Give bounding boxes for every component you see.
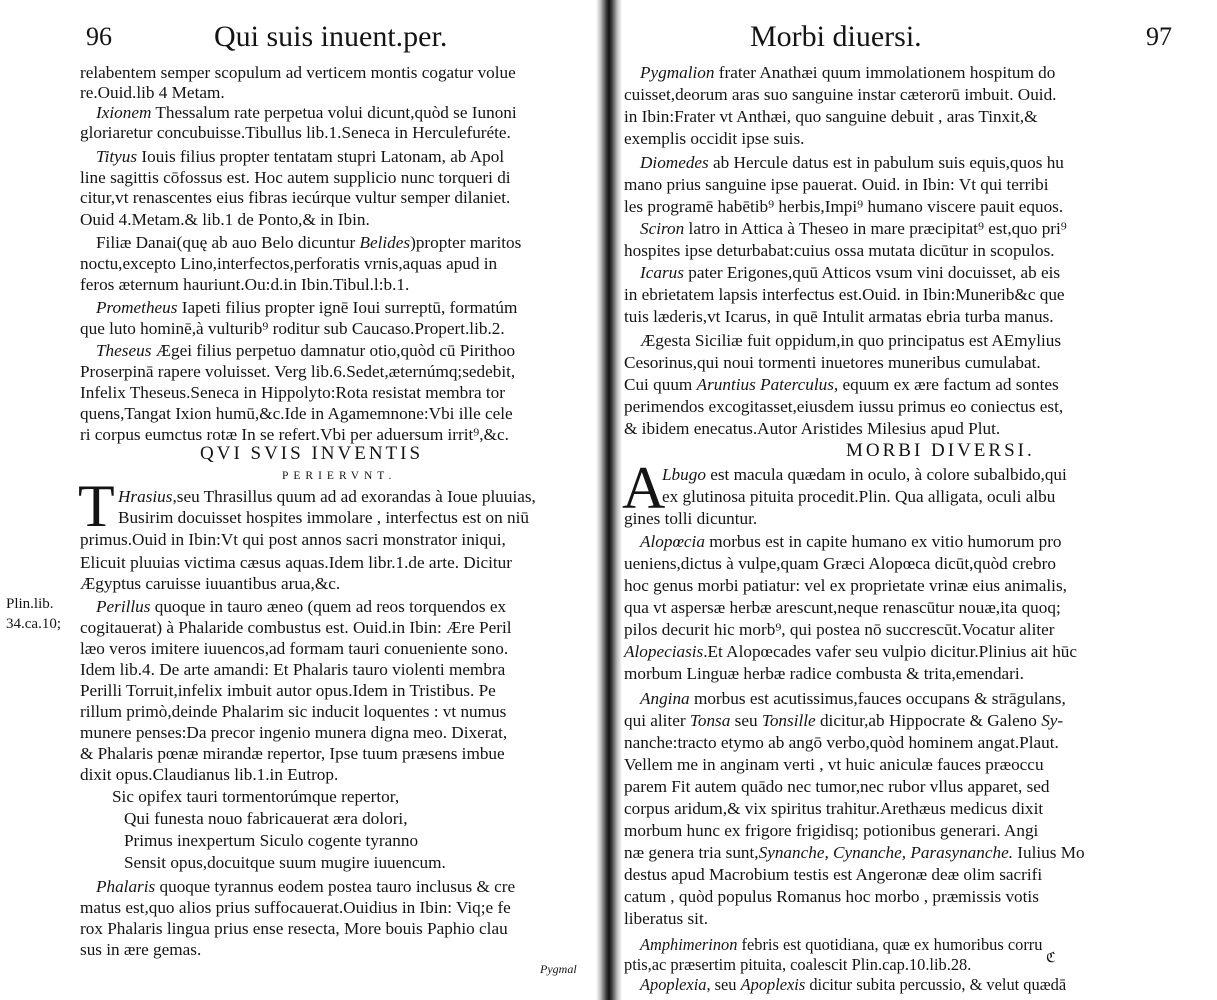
entry-term: Theseus [96, 341, 152, 360]
text-line: læo veros imitere iuuencos,ad formam tauri conueniente sono. [80, 639, 509, 658]
entry-term: Perillus [96, 597, 151, 616]
text-line: in Ibin:Frater vt Anthæi, quo sanguine debuit , aras Tinxit,& [624, 107, 1038, 126]
text-line: relabentem semper scopulum ad verticem montis cogatur volue [80, 63, 516, 82]
entry-text: Cui quum [624, 375, 697, 394]
text-line [96, 297, 517, 319]
text-line: primus.Ouid in Ibin:Vt qui post annos sacri monstrator iniqui, [80, 530, 506, 549]
text-line [96, 146, 504, 168]
entry-text: est macula quædam in oculo, à colore subalbido,qui [705, 465, 1067, 484]
entry-term: Amphimerinon [640, 935, 738, 954]
entry-term: Sy- [1041, 711, 1064, 730]
text-line: Perilli Torruit,infelix imbuit autor opus.Idem in Tristibus. Pe [80, 681, 496, 700]
text-line: Ægyptus caruisse iuuantibus arua,&c. [80, 574, 341, 593]
text-line: Ouid 4.Metam.& lib.1 de Ponto,& in Ibin. [80, 210, 370, 229]
entry-term: Tonsille [761, 711, 816, 730]
entry-text: quoque tyrannus eodem postea tauro inclusus & cre [155, 877, 516, 896]
text-line: Elicuit pluuias victima cæsus aquas.Idem libr.1.de arte. Dicitur [80, 553, 512, 572]
text-line: les programē habētib⁹ herbis,Impi⁹ humano viscere pauit equos. [624, 197, 1064, 216]
entry-term: Apoplexis [740, 975, 806, 994]
text-line: ptis,ac præsertim pituita, coalescit Plin.cap.10.lib.28. [624, 955, 972, 974]
entry-term: Belides [359, 233, 411, 252]
text-line: Proserpinā rapere voluisset. Verg lib.6.Sedet,æternúmq;sedebit, [80, 362, 516, 381]
text-line: que luto hominē,à vulturib⁹ roditur sub Caucaso.Propert.lib.2. [80, 319, 505, 338]
entry-term: Apoplexia [640, 975, 707, 994]
text-line: pilos decurit hic morb⁹, qui postea nō succrescūt.Vocatur aliter [624, 620, 1055, 639]
text-line: Infelix Theseus.Seneca in Hippolyto:Rota resistat membra tor [80, 383, 505, 402]
margin-note-line: 34.ca.10; [6, 616, 61, 632]
entry-term: Ixionem [96, 103, 152, 122]
right-page-lower [620, 0, 1217, 1000]
text-line: Cesorinus,qui noui tormenti inuetores muneribus cumulabat. [624, 353, 1041, 372]
text-line: Busirim docuisset hospites immolare , interfectus est on niū [118, 508, 530, 527]
text-line: ri corpus eumctus rotæ In se refert.Vbi per aduersum irrit⁹,&c. [80, 425, 509, 444]
book-gutter [596, 0, 622, 1000]
text-line: sus in ære gemas. [80, 940, 202, 959]
text-line: munere penses:Da precor ingenio munera digna meo. Dixerat, [80, 723, 508, 742]
margin-note-line: Plin.lib. [6, 596, 54, 612]
entry-term: Phalaris [96, 877, 156, 896]
page-number-right: 97 [1146, 22, 1172, 51]
entry-term: Pygmalion [640, 63, 715, 82]
text-line: dixit opus.Claudianus lib.1.in Eutrop. [80, 765, 339, 784]
entry-term: Aruntius Paterculus, [696, 375, 839, 394]
text-line: Ægesta Siciliæ fuit oppidum,in quo principatus est AEmylius [640, 331, 1062, 350]
entry-text: .Et Alopœcades vafer seu vulpio dicitur.Plinius ait hūc [703, 642, 1078, 661]
entry-term: Diomedes [640, 153, 709, 172]
running-head-right: Morbi diuersi. [750, 20, 922, 53]
verse-line: Primus inexpertum Siculo cogente tyranno [124, 831, 419, 850]
text-line: re.Ouid.lib 4 Metam. [80, 83, 225, 102]
entry-text: morbus est acutissimus,fauces occupans & strāgulans, [689, 689, 1066, 708]
drop-cap: A [622, 455, 666, 521]
entry-text: quoque in tauro æneo (quem ad reos torquendos ex [150, 597, 507, 616]
text-line: liberatus sit. [624, 909, 709, 928]
section-heading: QVI SVIS INVENTIS [200, 443, 424, 464]
text-line: morbum Linguæ herbæ radice combusta & trita,emendari. [624, 664, 1024, 683]
page-number-left: 96 [86, 22, 112, 51]
entry-text: dicitur,ab Hippocrate & Galeno [815, 711, 1042, 730]
entry-term: Hrasius [118, 487, 173, 506]
text-line: perimendos excogitasset,eiusdem iussu primus eo coniectus est, [624, 397, 1064, 416]
signature-mark: ℭ [1046, 951, 1056, 966]
entry-text: ,seu Thrasillus quum ad ad exorandas à Ioue pluuias, [172, 487, 536, 506]
text-line: & Phalaris pœnæ mirandæ repertor, Ipse tuum præsens imbue [80, 744, 505, 763]
text-line: qua vt aspersæ herbæ arescunt,neque renascūtur nouæ,ita quoq; [624, 598, 1061, 617]
text-line: catum , quòd populus Romanus hoc morbo , præmissis votis [624, 887, 1039, 906]
entry-term: Tityus [96, 147, 138, 166]
text-line: ex glutinosa pituita procedit.Plin. Qua alligata, oculi albu [662, 487, 1056, 506]
text-line: citur,vt renascentes eius fibras iecúrque vultur semper dilaniet. [80, 188, 511, 207]
entry-term: Angina [640, 689, 690, 708]
text-line: feros æternum hauriunt.Ou:d.in Ibin.Tibul.l:b.1. [80, 275, 410, 294]
entry-text: , seu [706, 975, 741, 994]
text-line: rox Phalaris lingua prius ense resecta, More bouis Paphio clau [80, 919, 508, 938]
entry-text: febris est quotidiana, quæ ex humoribus corru [737, 935, 1043, 954]
entry-text: morbus est in capite humano ex vitio humorum pro [704, 532, 1062, 551]
text-line: noctu,excepto Lino,interfectos,perforatis vrnis,aquas apud in [80, 254, 498, 273]
text-line [96, 232, 521, 254]
verse-line: Qui funesta nouo fabricauerat æra dolori, [124, 809, 408, 828]
entry-term: Alopeciasis [624, 642, 704, 661]
text-line: hospites ipse deturbabat:cuius ossa mutata dicūtur in scopulos. [624, 241, 1055, 260]
entry-text: frater Anathæi quum immolationem hospitum do [714, 63, 1056, 82]
entry-term: Tonsa [689, 711, 731, 730]
entry-text: seu [730, 711, 762, 730]
text-line: corpus aridum,& vix spiritus trahitur.Arethæus medicus dixit [624, 799, 1044, 818]
text-line: nanche:tracto etymo ab angō verbo,quòd hominem angat.Plaut. [624, 733, 1059, 752]
text-line: rillum primò,deinde Phalarim sic inducit loquentes : vt numus [80, 702, 507, 721]
entry-text: Ægei filius perpetuo damnatur otio,quòd cū Pirithoo [151, 341, 516, 360]
section-heading: MORBI DIVERSI. [846, 440, 1035, 461]
entry-term: Lbugo [662, 465, 706, 484]
text-line [640, 934, 1042, 956]
entry-text: )propter maritos [410, 233, 522, 252]
text-line: tuis læderis,vt Icarus, in quē Intulit armatas ebria turba manus. [624, 307, 1054, 326]
left-page [0, 0, 598, 1000]
entry-text: Iapeti filius propter ignē Ioui surreptū, formatúm [177, 298, 518, 317]
entry-text: næ genera tria sunt, [624, 843, 759, 862]
running-head-left: Qui suis inuent.per. [214, 20, 448, 53]
text-line [118, 486, 536, 508]
text-line: Idem lib.4. De arte amandi: Et Phalaris tauro violenti membra [80, 660, 506, 679]
text-line: Vellem me in anginam verti , vt huic aniculæ fauces præoccu [624, 755, 1044, 774]
entry-text: ab Hercule datus est in pabulum suis equis,quos hu [708, 153, 1064, 172]
entry-text: Iouis filius propter tentatam stupri Latonam, ab Apol [137, 147, 505, 166]
entry-text: Filiæ Danai(quę ab auo Belo dicuntur [96, 233, 360, 252]
drop-cap: T [78, 473, 115, 539]
entry-term: Sciron [640, 219, 685, 238]
entry-text: qui aliter [624, 711, 690, 730]
text-line: hoc genus morbi patiatur: vel ex proprietate vrinæ eius animalis, [624, 576, 1067, 595]
entry-text: dicitur subita percussio, & velut quædā [805, 975, 1067, 994]
entry-text: latro in Attica à Theseo in mare præcipitat⁹ est,quo pri⁹ [684, 219, 1067, 238]
text-line: matus est,quo alios prius suffocauerat.Ouidius in Ibin: Viq;e fe [80, 898, 511, 917]
text-line: line sagittis cōfossus est. Hoc autem supplicio nunc torqueri di [80, 168, 511, 187]
text-line: gloriaretur concubuisse.Tibullus lib.1.Seneca in Herculefuréte. [80, 123, 511, 142]
text-line [96, 876, 515, 898]
entry-text: pater Erigones,quū Atticos vsum vini docuisset, ab eis [683, 263, 1061, 282]
entry-term: Alopœcia [640, 532, 705, 551]
verse-line: Sic opifex tauri tormentorúmque repertor, [112, 787, 400, 806]
section-subheading: PERIERVNT. [282, 470, 397, 482]
verse-line: Sensit opus,docuitque suum mugire iuuencum. [124, 853, 446, 872]
catchword: Pygmal [540, 962, 577, 976]
text-line: gines tolli dicuntur. [624, 509, 758, 528]
text-line: mano prius sanguine ipse pauerat. Ouid. in Ibin: Vt qui terribi [624, 175, 1049, 194]
text-line: exemplis occidit ipse suis. [624, 129, 805, 148]
text-line: destus apud Macrobium testis est Angeronæ deæ olim sacrifi [624, 865, 1043, 884]
entry-text: Thessalum rate perpetua volui dicunt,quòd se Iunoni [151, 103, 517, 122]
text-line: in ebrietatem lapsis interfectus est.Ouid. in Ibin:Munerib&c que [624, 285, 1065, 304]
text-line [96, 596, 506, 618]
text-line: ueniens,dictus à vulpe,quam Græci Alopœca dicūt,quòd crebro [624, 554, 1056, 573]
text-line: parem Fit autem quādo nec tumor,nec rubor vllus apparet, sed [624, 777, 1050, 796]
entry-term: Icarus [640, 263, 684, 282]
text-line [640, 974, 1066, 996]
text-line: & ibidem enecatus.Autor Aristides Milesius apud Plut. [624, 419, 1001, 438]
text-line: quens,Tangat Ixion humū,&c.Ide in Agamemnone:Vbi ille cele [80, 404, 513, 423]
entry-text: Iulius Mo [1013, 843, 1085, 862]
text-line [96, 340, 515, 362]
entry-text: equum ex ære factum ad sontes [838, 375, 1059, 394]
entry-term: Synanche, Cynanche, Parasynanche. [758, 843, 1013, 862]
text-line: cogitauerat) à Phalaride combustus est. Ouid.in Ibin: Ære Peril [80, 618, 512, 637]
text-line: morbum hunc ex frigore frigidisq; potionibus generari. Angi [624, 821, 1039, 840]
text-line [96, 102, 517, 124]
text-line: cuisset,deorum aras suo sanguine instar cæterorū imbuit. Ouid. [624, 85, 1057, 104]
entry-term: Prometheus [96, 298, 178, 317]
